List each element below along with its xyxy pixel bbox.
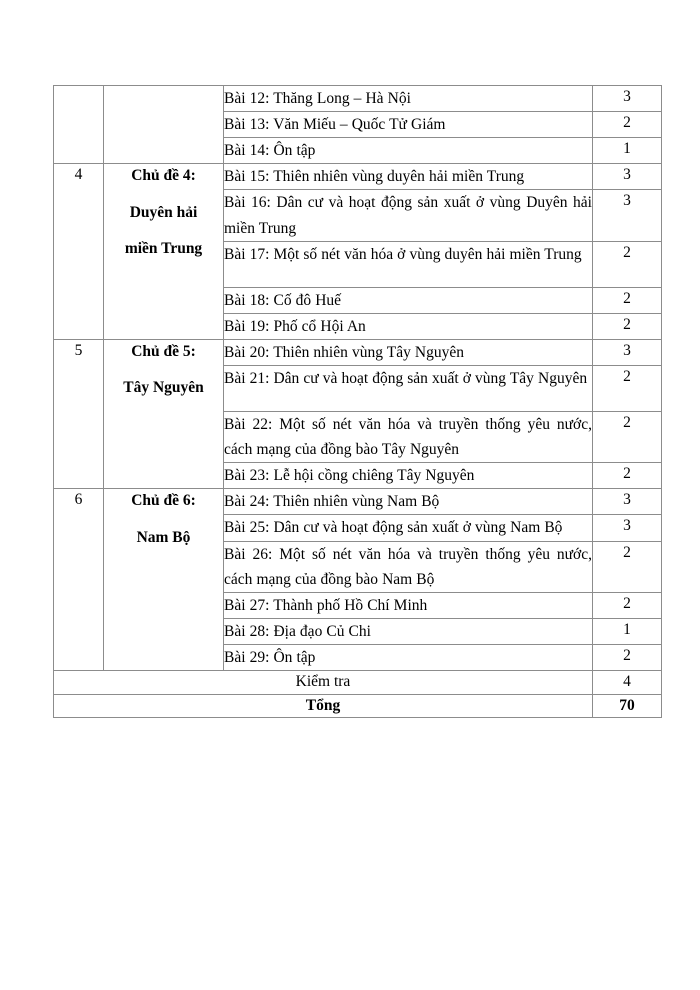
theme-line: Nam Bộ [136, 528, 191, 546]
lesson-cell: Bài 25: Dân cư và hoạt động sản xuất ở vùng Nam Bộ [224, 515, 593, 541]
lesson-cell: Bài 22: Một số nét văn hóa và truyền thống yêu nước, cách mạng của đồng bào Tây Nguyên [224, 411, 593, 462]
curriculum-table [53, 85, 662, 718]
lesson-cell: Bài 15: Thiên nhiên vùng duyên hải miền Trung [224, 164, 593, 190]
period-count-cell: 2 [593, 644, 662, 670]
period-count-cell: 2 [593, 112, 662, 138]
theme-cell [104, 489, 224, 671]
lesson-cell: Bài 19: Phố cổ Hội An [224, 313, 593, 339]
period-count-cell: 2 [593, 411, 662, 462]
total-label: Tổng [54, 694, 593, 717]
period-count-cell: 1 [593, 138, 662, 164]
table-row [54, 86, 662, 112]
lesson-cell: Bài 16: Dân cư và hoạt động sản xuất ở vùng Duyên hải miền Trung [224, 190, 593, 241]
theme-cell [104, 339, 224, 488]
table-row [54, 164, 662, 190]
row-number-cell: 6 [54, 489, 104, 671]
lesson-cell: Bài 13: Văn Miếu – Quốc Tử Giám [224, 112, 593, 138]
theme-line: Chủ đề 5: [131, 342, 196, 360]
lesson-cell: Bài 21: Dân cư và hoạt động sản xuất ở vùng Tây Nguyên [224, 365, 593, 411]
period-count-cell: 2 [593, 592, 662, 618]
period-count-cell: 2 [593, 313, 662, 339]
period-count-cell: 2 [593, 463, 662, 489]
lesson-cell: Bài 20: Thiên nhiên vùng Tây Nguyên [224, 339, 593, 365]
curriculum-table-container [53, 85, 661, 718]
table-row [54, 489, 662, 515]
lesson-cell: Bài 23: Lễ hội cồng chiêng Tây Nguyên [224, 463, 593, 489]
lesson-cell: Bài 26: Một số nét văn hóa và truyền thống yêu nước, cách mạng của đồng bào Nam Bộ [224, 541, 593, 592]
row-number-cell-empty [54, 86, 104, 164]
period-count-cell: 3 [593, 86, 662, 112]
summary-row-total [54, 694, 662, 717]
period-count-cell: 3 [593, 489, 662, 515]
period-count-cell: 3 [593, 515, 662, 541]
table-row [54, 339, 662, 365]
theme-line: Duyên hải [129, 203, 198, 221]
period-count-cell: 2 [593, 287, 662, 313]
period-count-cell: 1 [593, 618, 662, 644]
theme-line: Tây Nguyên [123, 379, 204, 397]
summary-row-assessment [54, 671, 662, 694]
total-count: 70 [593, 694, 662, 717]
lesson-cell: Bài 24: Thiên nhiên vùng Nam Bộ [224, 489, 593, 515]
lesson-cell: Bài 27: Thành phố Hồ Chí Minh [224, 592, 593, 618]
period-count-cell: 3 [593, 164, 662, 190]
period-count-cell: 2 [593, 241, 662, 287]
theme-cell-empty [104, 86, 224, 164]
lesson-cell: Bài 12: Thăng Long – Hà Nội [224, 86, 593, 112]
lesson-cell: Bài 14: Ôn tập [224, 138, 593, 164]
theme-line: miền Trung [124, 239, 203, 257]
theme-line: Chủ đề 6: [131, 492, 196, 510]
lesson-cell: Bài 28: Địa đạo Củ Chi [224, 618, 593, 644]
table-body [54, 86, 662, 718]
lesson-cell: Bài 29: Ôn tập [224, 644, 593, 670]
summary-count: 4 [593, 671, 662, 694]
period-count-cell: 2 [593, 541, 662, 592]
row-number-cell: 4 [54, 164, 104, 340]
summary-label: Kiểm tra [54, 671, 593, 694]
theme-cell [104, 164, 224, 340]
theme-line: Chủ đề 4: [131, 167, 196, 185]
period-count-cell: 2 [593, 365, 662, 411]
period-count-cell: 3 [593, 190, 662, 241]
period-count-cell: 3 [593, 339, 662, 365]
row-number-cell: 5 [54, 339, 104, 488]
lesson-cell: Bài 18: Cố đô Huế [224, 287, 593, 313]
lesson-cell: Bài 17: Một số nét văn hóa ở vùng duyên hải miền Trung [224, 241, 593, 287]
